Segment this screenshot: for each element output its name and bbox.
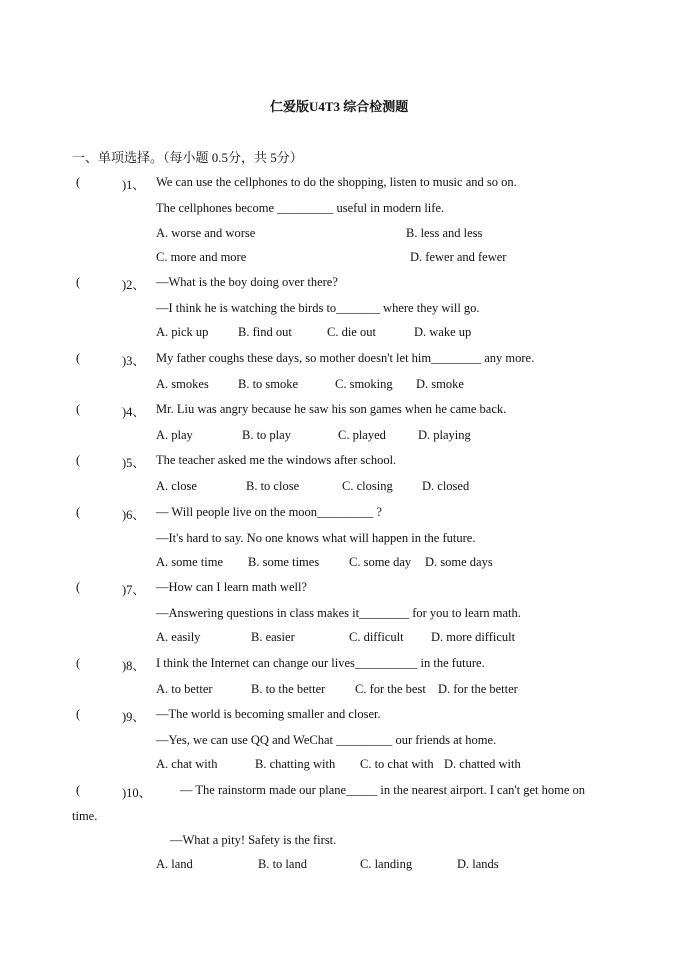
- option-a: A. easily: [156, 630, 201, 644]
- option-a: A. to better: [156, 682, 213, 696]
- answer-paren: (: [76, 453, 81, 467]
- question-text: The teacher asked me the windows after school.: [156, 453, 397, 467]
- question-text: —What a pity! Safety is the first.: [170, 833, 337, 847]
- option-c: C. some day: [349, 555, 412, 569]
- option-b: B. chatting with: [255, 757, 336, 771]
- option-c: C. for the best: [355, 682, 426, 696]
- question-text: —Answering questions in class makes it________ for you to learn math.: [156, 606, 521, 620]
- option-b: B. to play: [242, 428, 291, 442]
- option-d: D. for the better: [438, 682, 518, 696]
- option-b: B. less and less: [406, 226, 483, 240]
- option-d: D. more difficult: [431, 630, 516, 644]
- option-b: B. to close: [246, 479, 300, 493]
- option-d: D. chatted with: [444, 757, 521, 771]
- question-number: )7、: [122, 583, 145, 597]
- option-c: C. die out: [327, 325, 376, 339]
- option-a: A. smokes: [156, 377, 209, 391]
- question-text: —What is the boy doing over there?: [156, 275, 338, 289]
- option-c: C. difficult: [349, 630, 404, 644]
- option-a: A. play: [156, 428, 193, 442]
- question-text: My father coughs these days, so mother doesn't let him________ any more.: [156, 351, 535, 365]
- question-number: )8、: [122, 659, 145, 673]
- question-text: time.: [72, 809, 98, 823]
- option-b: B. some times: [248, 555, 320, 569]
- option-d: D. smoke: [416, 377, 464, 391]
- answer-paren: (: [76, 580, 81, 594]
- question-number: )10、: [122, 786, 152, 800]
- section-heading: 一、单项选择。（每小题 0.5分，共 5分）: [72, 150, 303, 165]
- option-c: C. to chat with: [360, 757, 434, 771]
- option-c: C. closing: [342, 479, 393, 493]
- option-d: D. playing: [418, 428, 471, 442]
- answer-paren: (: [76, 275, 81, 289]
- option-d: D. some days: [425, 555, 493, 569]
- option-b: B. to the better: [251, 682, 326, 696]
- answer-paren: (: [76, 707, 81, 721]
- question-text: Mr. Liu was angry because he saw his son games when he came back.: [156, 402, 507, 416]
- question-text: — The rainstorm made our plane_____ in the nearest airport. I can't get home on: [180, 783, 586, 797]
- option-a: A. chat with: [156, 757, 218, 771]
- answer-paren: (: [76, 505, 81, 519]
- question-text: —It's hard to say. No one knows what will happen in the future.: [156, 531, 476, 545]
- answer-paren: (: [76, 656, 81, 670]
- option-a: A. land: [156, 857, 193, 871]
- option-b: B. to land: [258, 857, 307, 871]
- option-a: A. worse and worse: [156, 226, 256, 240]
- option-d: D. fewer and fewer: [410, 250, 507, 264]
- option-c: C. landing: [360, 857, 413, 871]
- option-b: B. to smoke: [238, 377, 299, 391]
- question-number: )9、: [122, 710, 145, 724]
- option-a: A. some time: [156, 555, 224, 569]
- answer-paren: (: [76, 351, 81, 365]
- question-text: We can use the cellphones to do the shopping, listen to music and so on.: [156, 175, 517, 189]
- question-text: I think the Internet can change our lives__________ in the future.: [156, 656, 485, 670]
- answer-paren: (: [76, 175, 81, 189]
- question-text: —I think he is watching the birds to_______ where they will go.: [156, 301, 480, 315]
- option-d: D. closed: [422, 479, 470, 493]
- question-number: )4、: [122, 405, 145, 419]
- option-b: B. easier: [251, 630, 295, 644]
- option-c: C. played: [338, 428, 386, 442]
- option-d: D. lands: [457, 857, 499, 871]
- question-number: )1、: [122, 178, 145, 192]
- option-d: D. wake up: [414, 325, 472, 339]
- option-a: A. pick up: [156, 325, 209, 339]
- question-text: —Yes, we can use QQ and WeChat _________ our friends at home.: [156, 733, 497, 747]
- question-text: The cellphones become _________ useful in modern life.: [156, 201, 445, 215]
- question-number: )5、: [122, 456, 145, 470]
- question-text: —The world is becoming smaller and closer.: [156, 707, 381, 721]
- question-number: )3、: [122, 354, 145, 368]
- answer-paren: (: [76, 783, 81, 797]
- page-title: 仁爱版U4T3 综合检测题: [270, 99, 409, 114]
- option-b: B. find out: [238, 325, 292, 339]
- option-c: C. more and more: [156, 250, 247, 264]
- question-text: — Will people live on the moon_________ ?: [156, 505, 382, 519]
- option-a: A. close: [156, 479, 197, 493]
- answer-paren: (: [76, 402, 81, 416]
- question-number: )6、: [122, 508, 145, 522]
- question-text: —How can I learn math well?: [156, 580, 307, 594]
- option-c: C. smoking: [335, 377, 393, 391]
- question-number: )2、: [122, 278, 145, 292]
